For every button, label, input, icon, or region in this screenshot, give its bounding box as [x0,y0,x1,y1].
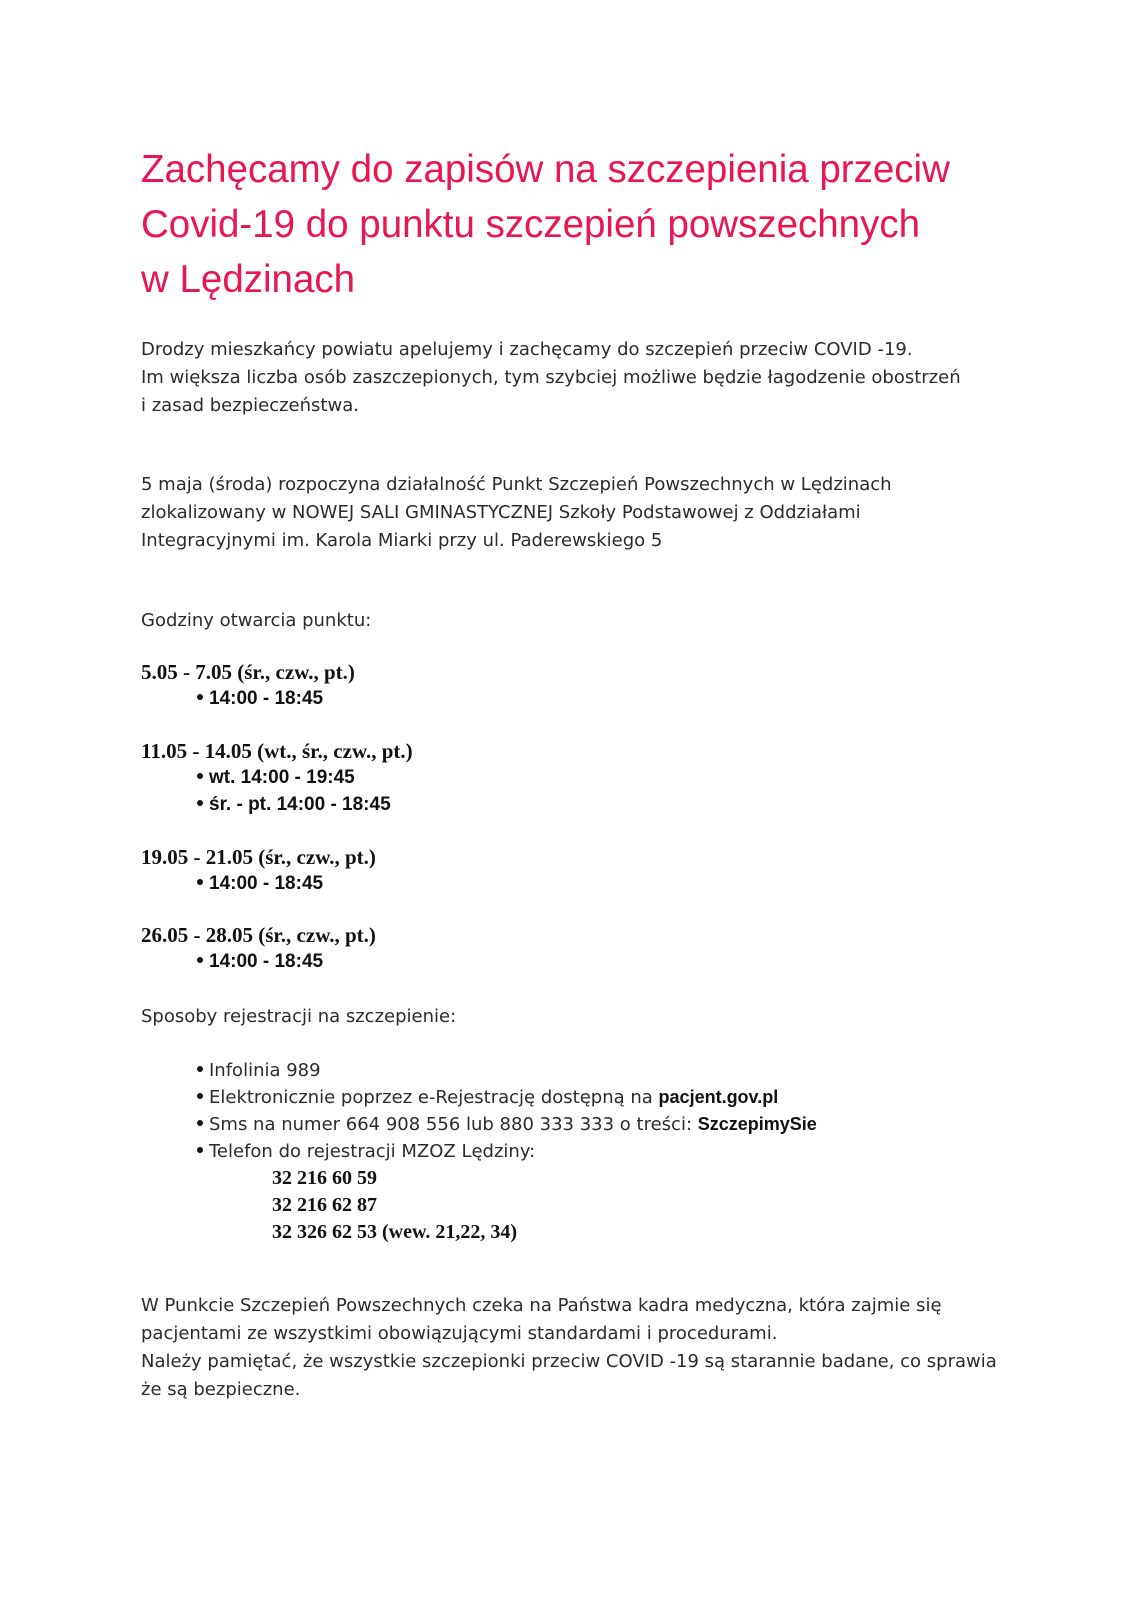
bullet-icon [197,1147,203,1153]
registration-item [197,1084,778,1111]
intro-paragraph [141,336,961,420]
closing-paragraph [141,1292,997,1404]
clinic-line [272,1192,377,1219]
location-line: Integracyjnymi im. Karola Miarki przy ul. Paderewskiego 5 [141,530,663,551]
clinic-line [272,1219,517,1246]
location-line: 5 maja (środa) rozpoczyna działalność Punkt Szczepień Powszechnych w Lędzinach [141,474,892,495]
bullet-icon [197,1120,203,1126]
online-text: Elektronicznie poprzez e-Rejestrację dostępną na [209,1087,659,1108]
location-paragraph [141,471,892,555]
location-line: zlokalizowany w NOWEJ SALI GMINASTYCZNEJ Szkoły Podstawowej z Oddziałami [141,502,861,523]
schedule-period: 11.05 - 14.05 (wt., śr., czw., pt.) [141,739,413,763]
hours-text: śr. - pt. 14:00 - 18:45 [209,794,391,815]
intro-line: i zasad bezpieczeństwa. [141,395,359,416]
title-line: Covid-19 do punktu szczepień powszechnych [141,203,921,246]
bullet-icon [197,800,203,806]
schedule-period: 26.05 - 28.05 (śr., czw., pt.) [141,923,376,947]
schedule-period: 5.05 - 7.05 (śr., czw., pt.) [141,660,355,684]
page-title [141,142,1001,307]
sms-text: Sms na numer 664 908 556 lub 880 333 333 o treści: [209,1114,698,1135]
hours-text: 14:00 - 18:45 [209,688,324,709]
closing-line: pacjentami ze wszystkimi obowiązującymi standardami i procedurami. [141,1323,778,1344]
intro-line: Drodzy mieszkańcy powiatu apelujemy i zachęcamy do szczepień przeciw COVID -19. [141,339,913,360]
bullet-icon [197,1066,203,1072]
registration-item [197,1057,321,1084]
bullet-icon [197,957,203,963]
registration-item [197,1138,535,1165]
bullet-icon [197,773,203,779]
title-line: w Lędzinach [141,258,356,301]
clinic-phone: 32 216 62 87 [272,1194,377,1216]
registration-item [197,1111,817,1138]
closing-line: Należy pamiętać, że wszystkie szczepionki przeciw COVID -19 są starannie badane, co sprawia [141,1351,997,1372]
phone-heading: Telefon do rejestracji MZOZ Lędziny: [209,1141,536,1162]
infoline-text: Infolinia 989 [209,1060,321,1081]
hours-text: wt. 14:00 - 19:45 [209,767,355,788]
intro-line: Im większa liczba osób zaszczepionych, tym szybciej możliwe będzie łagodzenie obostrzeń [141,367,961,388]
hours-text: 14:00 - 18:45 [209,873,324,894]
clinic-phone: 32 216 60 59 [272,1167,377,1189]
schedule-hours [197,870,323,897]
schedule-hours [197,948,323,975]
bullet-icon [197,879,203,885]
bullet-icon [197,694,203,700]
online-site-link: pacjent.gov.pl [658,1087,779,1107]
hours-text: 14:00 - 18:45 [209,951,324,972]
clinic-phone: 32 326 62 53 (wew. 21,22, 34) [272,1221,517,1243]
schedule-hours [197,764,355,791]
clinic-line [272,1165,377,1192]
sms-keyword: SzczepimySie [697,1114,817,1134]
bullet-icon [197,1093,203,1099]
schedule-period: 19.05 - 21.05 (śr., czw., pt.) [141,845,376,869]
schedule-hours [197,685,323,712]
schedule-hours [197,791,391,818]
closing-line: że są bezpieczne. [141,1379,301,1400]
title-line: Zachęcamy do zapisów na szczepienia przeciw [141,148,950,191]
registration-heading: Sposoby rejestracji na szczepienie: [141,1006,457,1027]
closing-line: W Punkcie Szczepień Powszechnych czeka na Państwa kadra medyczna, która zajmie się [141,1295,942,1316]
hours-heading: Godziny otwarcia punktu: [141,610,372,631]
